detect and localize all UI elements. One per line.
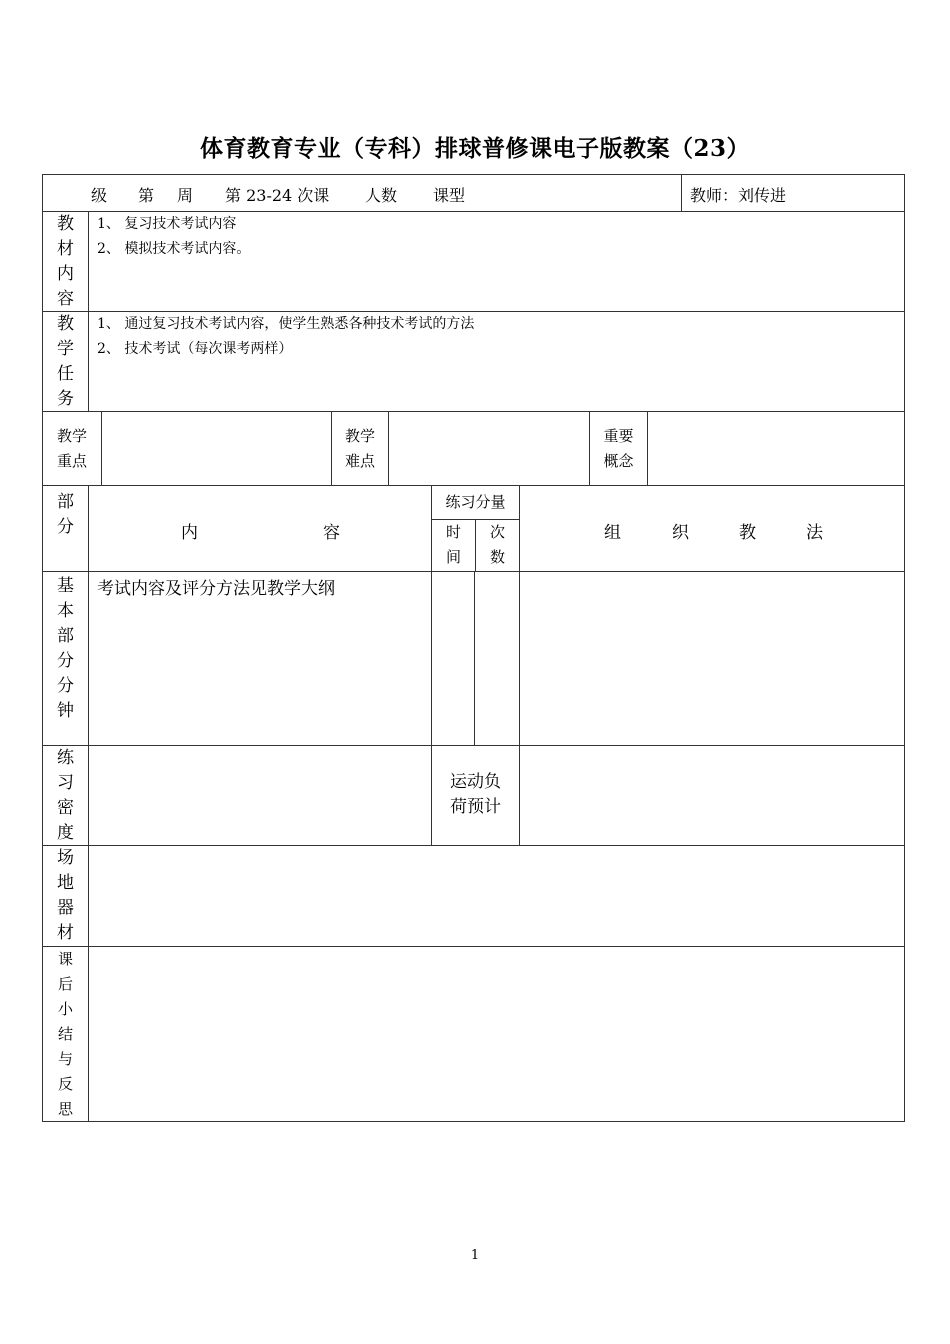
reflection-row [43,947,904,1121]
headcount-label: 人数 [365,186,398,205]
materials-item: 2、 模拟技术考试内容。 [97,241,251,257]
tasks-label: 教 学 任 务 [57,314,74,409]
lesson-type-label: 课型 [433,186,466,205]
basic-count [474,572,519,745]
focus-value [101,412,331,485]
tasks-item: 2、 技术考试（每次课考两样） [97,341,293,357]
reflection-label: 课 后 小 结 与 反 思 [57,950,73,1118]
difficulty-value [388,412,589,485]
tasks-content [88,312,904,411]
key-points-row [43,412,904,486]
basic-part-label: 基 本 部 分 分 钟 [57,576,74,721]
materials-item: 1、 复习技术考试内容 [97,216,237,232]
materials-content [88,212,904,311]
load-forecast-label: 运动负 荷预计 [431,746,519,845]
column-header-row [43,486,904,572]
density-row [43,746,904,846]
tasks-item: 1、 通过复习技术考试内容，使学生熟悉各种技术考试的方法 [97,316,475,332]
basic-method [519,572,904,745]
concept-label: 重要 概念 [589,412,647,485]
basic-content-text: 考试内容及评分方法见教学大纲 [97,579,335,599]
equipment-label: 场 地 器 材 [57,848,74,943]
materials-row [43,212,904,312]
lesson-plan-table [42,174,905,1122]
page-number: 1 [470,1248,480,1263]
load-forecast-value [519,746,904,845]
part-header: 部 分 [57,492,74,537]
time-header: 时 间 [445,523,461,566]
week-label: 周 [177,186,194,205]
teacher-name: 教师：刘传进 [690,186,787,205]
tasks-row [43,312,904,412]
basic-time [431,572,474,745]
basic-part-row [43,572,904,746]
equipment-row [43,846,904,947]
method-header: 组 织 教 法 [519,486,904,571]
content-header: 内 容 [88,486,431,571]
count-header: 次 数 [475,519,519,571]
equipment-value [88,846,904,946]
basic-part-content [88,572,431,745]
density-label: 练 习 密 度 [57,748,74,843]
density-value [88,746,431,845]
concept-value [647,412,904,485]
teacher-cell [681,175,904,211]
grade-label: 级 [91,186,108,205]
difficulty-label: 教学 难点 [331,412,388,485]
session-label: 第 23-24 次课 [225,186,330,205]
week-prefix-label: 第 [138,186,155,205]
focus-label: 教学 重点 [56,426,87,470]
practice-header [431,486,519,571]
materials-label: 教 材 内 容 [57,214,74,309]
page-title: 体育教育专业（专科）排球普修课电子版教案（23） [199,135,750,162]
practice-amount-label: 练习分量 [432,486,519,520]
reflection-value [88,947,904,1121]
header-row [43,175,904,212]
